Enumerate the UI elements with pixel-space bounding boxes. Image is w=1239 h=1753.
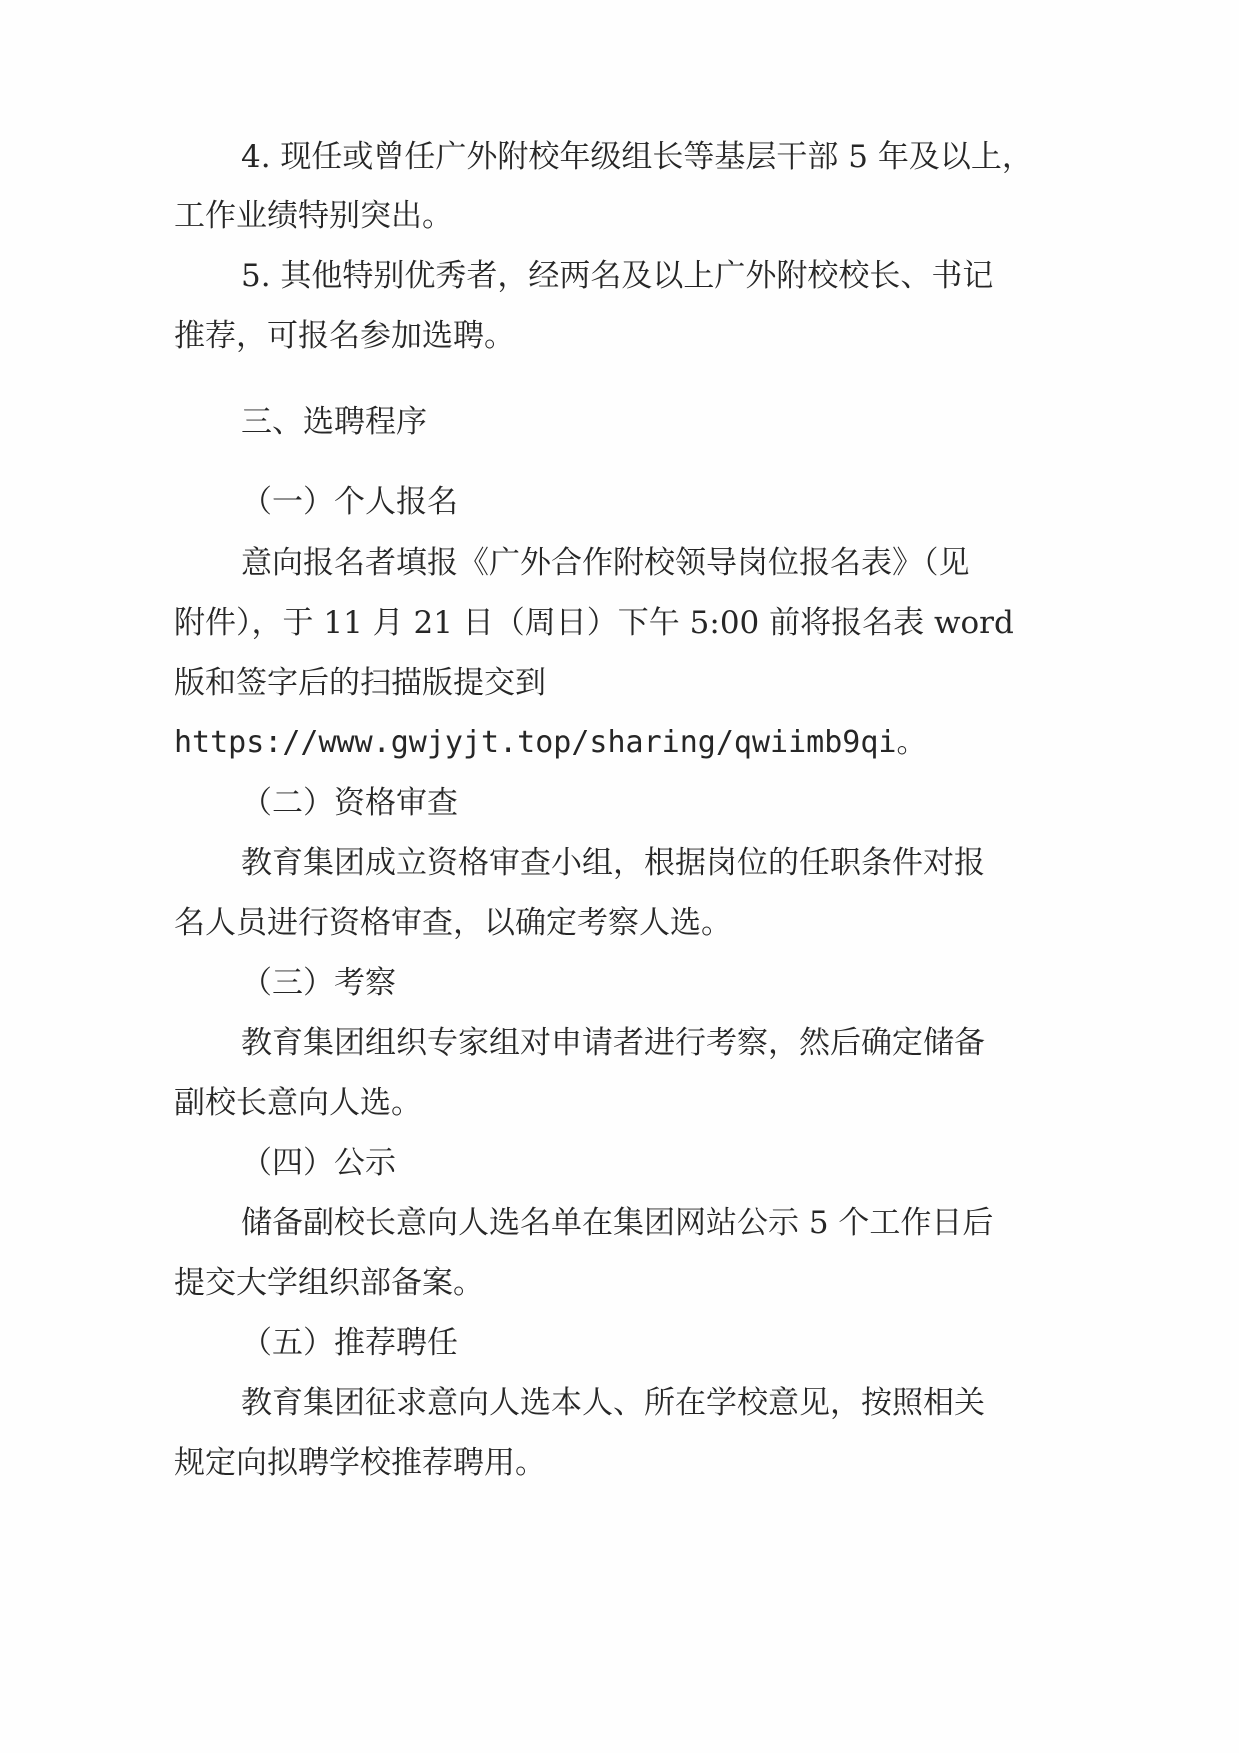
requirement-item-5-cont: 推荐，可报名参加选聘。 — [174, 318, 515, 354]
paragraph-text: 教育集团成立资格审查小组，根据岗位的任职条件对报 — [241, 845, 985, 881]
section-heading: 三、选聘程序 — [241, 404, 427, 440]
subsection-heading-2: （二）资格审查 — [241, 785, 458, 821]
paragraph-text: 规定向拟聘学校推荐聘用。 — [174, 1445, 546, 1481]
paragraph-text: 版和签字后的扫描版提交到 — [174, 665, 546, 701]
subsection-heading-1: （一）个人报名 — [241, 484, 458, 520]
paragraph-text: 附件），于 11 月 21 日（周日）下午 5:00 前将报名表 word — [174, 605, 1014, 641]
paragraph-text: 储备副校长意向人选名单在集团网站公示 5 个工作日后 — [241, 1205, 994, 1241]
registration-url[interactable]: https://www.gwjyjt.top/sharing/qwiimb9qi。 — [174, 725, 927, 760]
requirement-item-4-cont: 工作业绩特别突出。 — [174, 198, 453, 234]
paragraph-text: 教育集团征求意向人选本人、所在学校意见，按照相关 — [241, 1385, 985, 1421]
requirement-item-5: 5. 其他特别优秀者，经两名及以上广外附校校长、书记 — [241, 258, 994, 294]
subsection-heading-3: （三）考察 — [241, 965, 396, 1001]
paragraph-text: 意向报名者填报《广外合作附校领导岗位报名表》（见 — [241, 545, 970, 581]
subsection-heading-5: （五）推荐聘任 — [241, 1325, 458, 1361]
paragraph-text: 副校长意向人选。 — [174, 1085, 422, 1121]
paragraph-text: 教育集团组织专家组对申请者进行考察，然后确定储备 — [241, 1025, 985, 1061]
paragraph-text: 提交大学组织部备案。 — [174, 1265, 484, 1301]
requirement-item-4: 4. 现任或曾任广外附校年级组长等基层干部 5 年及以上， — [241, 139, 1033, 175]
subsection-heading-4: （四）公示 — [241, 1145, 396, 1181]
paragraph-text: 名人员进行资格审查，以确定考察人选。 — [174, 905, 732, 941]
